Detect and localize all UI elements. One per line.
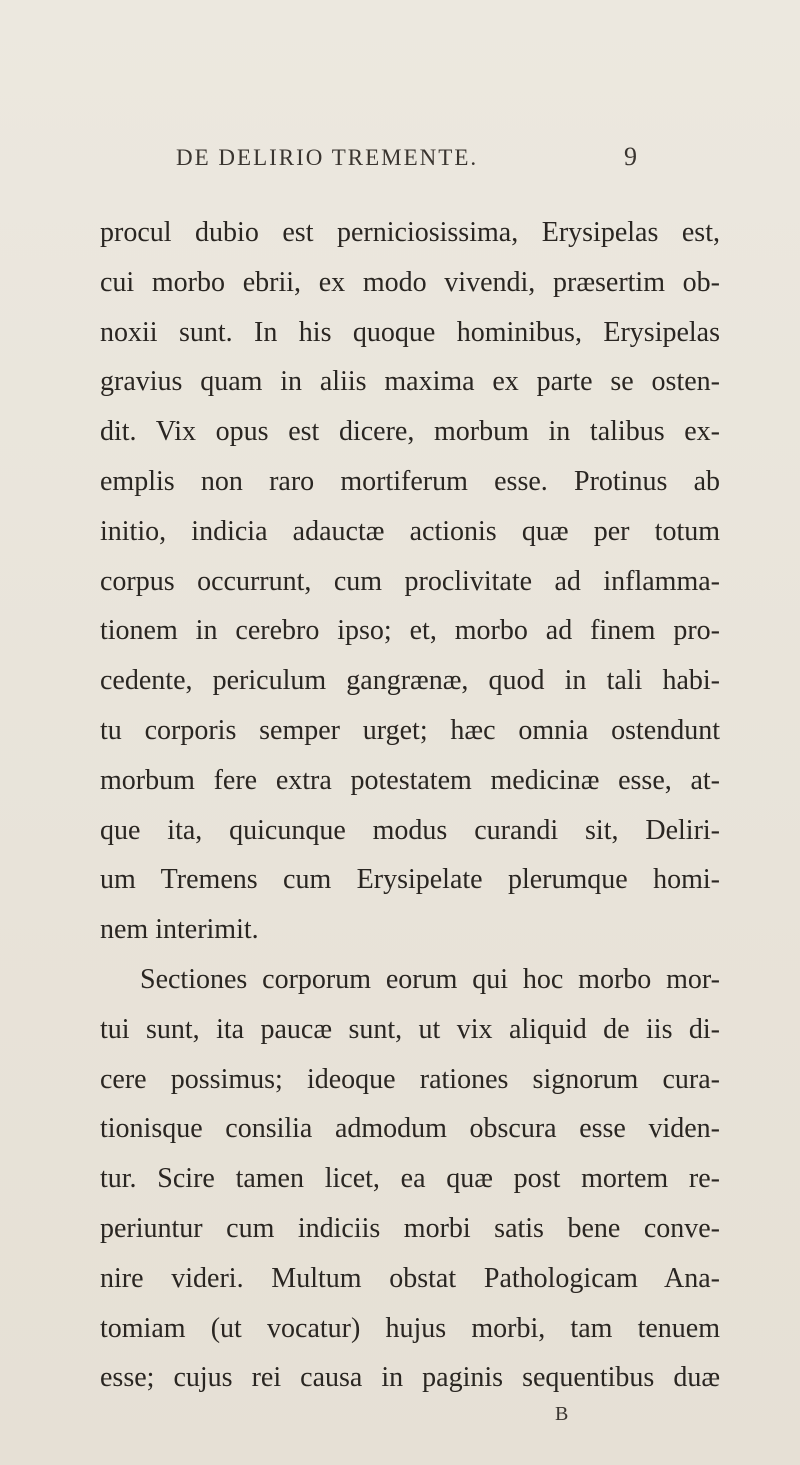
text-line: tionem in cerebro ipso; et, morbo ad finem pro- xyxy=(100,615,720,647)
text-line: tomiam (ut vocatur) hujus morbi, tam tenuem xyxy=(100,1312,720,1344)
text-line: um Tremens cum Erysipelate plerumque homi- xyxy=(100,864,720,896)
running-title: DE DELIRIO TREMENTE. xyxy=(176,145,479,170)
text-line: cedente, periculum gangrænæ, quod in tali habi- xyxy=(100,665,720,697)
text-line: tionisque consilia admodum obscura esse viden- xyxy=(100,1113,720,1145)
text-line: tur. Scire tamen licet, ea quæ post mortem re- xyxy=(100,1163,720,1195)
text-line: cere possimus; ideoque rationes signorum cura- xyxy=(100,1063,720,1095)
paragraph-start-line: Sectiones corporum eorum qui hoc morbo mor- xyxy=(140,963,720,995)
text-line: nire videri. Multum obstat Pathologicam Ana- xyxy=(100,1262,720,1294)
signature-mark: B xyxy=(555,1403,569,1425)
text-line: procul dubio est perniciosissima, Erysipelas est, xyxy=(100,217,720,248)
text-line: noxii sunt. In his quoque hominibus, Erysipelas xyxy=(100,316,720,348)
text-line: cui morbo ebrii, ex modo vivendi, præsertim ob- xyxy=(100,266,720,298)
text-line: tui sunt, ita paucæ sunt, ut vix aliquid de iis di- xyxy=(100,1013,720,1045)
text-line: esse; cujus rei causa in paginis sequentibus duæ xyxy=(100,1362,720,1394)
text-line: corpus occurrunt, cum proclivitate ad inflamma- xyxy=(100,565,720,597)
text-line: que ita, quicunque modus curandi sit, Deliri- xyxy=(100,814,720,846)
text-line: periuntur cum indiciis morbi satis bene conve- xyxy=(100,1212,720,1244)
paragraph-end-line: nem interimit. xyxy=(100,914,259,946)
page-number: 9 xyxy=(624,142,637,171)
text-line: emplis non raro mortiferum esse. Protinus ab xyxy=(100,465,720,497)
running-head xyxy=(0,142,800,185)
text-line: initio, indicia adauctæ actionis quæ per totum xyxy=(100,515,720,547)
text-line: morbum fere extra potestatem medicinæ esse, at- xyxy=(100,764,720,796)
text-line: gravius quam in aliis maxima ex parte se osten- xyxy=(100,366,720,398)
text-line: tu corporis semper urget; hæc omnia ostendunt xyxy=(100,714,720,746)
text-line: dit. Vix opus est dicere, morbum in talibus ex- xyxy=(100,416,720,448)
body-text xyxy=(100,208,720,1403)
